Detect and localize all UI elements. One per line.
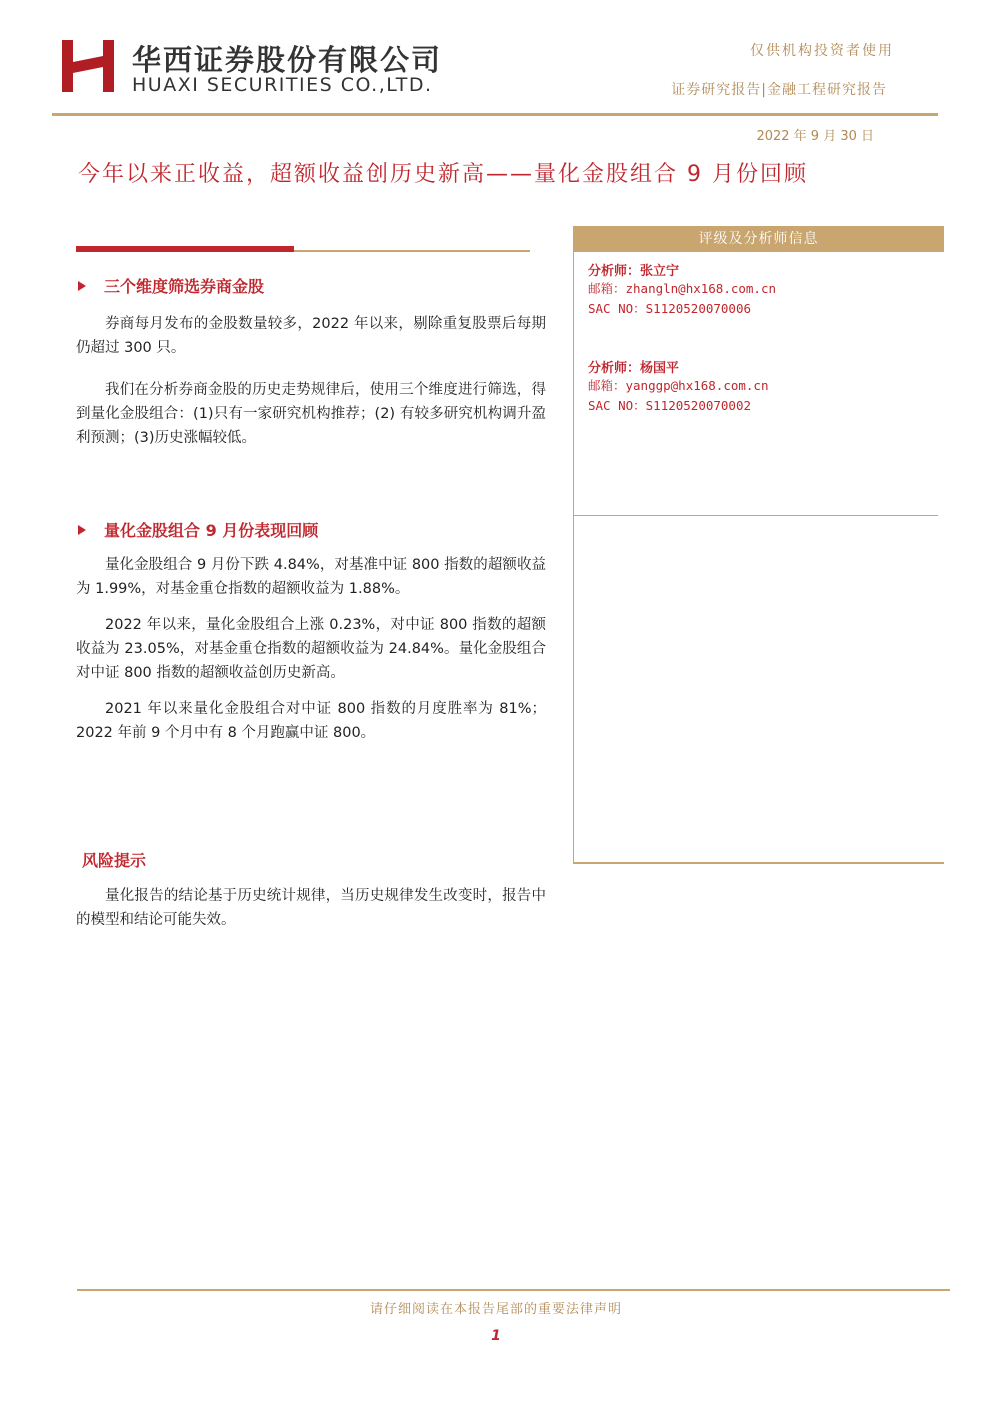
triangle-bullet-icon: [78, 525, 86, 535]
risk-body: [76, 884, 546, 932]
section-heading-screening: 三个维度筛选券商金股: [78, 274, 264, 297]
analyst-panel-bottom: [573, 862, 944, 864]
section-body-screening: [76, 312, 546, 450]
paragraph: 量化报告的结论基于历史统计规律，当历史规律发生改变时，报告中的模型和结论可能失效。: [76, 888, 546, 928]
analyst-panel: [573, 226, 944, 864]
paragraph: 2021 年以来量化金股组合对中证 800 指数的月度胜率为 81%；2022 年前 9 个月中有 8 个月跑赢中证 800。: [76, 701, 546, 741]
analyst-email[interactable]: 邮箱：zhangln@hx168.com.cn: [588, 281, 777, 296]
analyst-panel-divider: [573, 515, 938, 516]
company-name-en: HUAXI SECURITIES CO.,LTD.: [132, 74, 433, 96]
section-bar-gold: [294, 250, 530, 252]
header-divider: [52, 113, 938, 116]
analyst-email[interactable]: 邮箱：yanggp@hx168.com.cn: [588, 378, 769, 393]
company-logo-icon: [58, 36, 118, 96]
page-number: 1: [491, 1328, 501, 1344]
report-date: 2022 年 9 月 30 日: [756, 129, 874, 144]
analyst-name: 分析师：张立宁: [588, 264, 680, 279]
analyst-name: 分析师：杨国平: [588, 361, 680, 376]
audience-note: 仅供机构投资者使用: [750, 43, 894, 59]
section-heading-performance: 量化金股组合 9 月份表现回顾: [78, 518, 318, 541]
analyst-sac: SAC NO：S1120520070006: [588, 301, 752, 316]
report-title: 今年以来正收益，超额收益创历史新高——量化金股组合 9 月份回顾: [78, 162, 808, 187]
analyst-panel-heading: 评级及分析师信息: [573, 226, 944, 252]
risk-heading: 风险提示: [82, 851, 147, 870]
footer-divider: [77, 1289, 950, 1291]
section-bar-red: [76, 246, 294, 252]
legal-disclaimer-link[interactable]: 请仔细阅读在本报告尾部的重要法律声明: [369, 1302, 622, 1317]
analyst-sac: SAC NO：S1120520070002: [588, 398, 752, 413]
paragraph: 2022 年以来，量化金股组合上涨 0.23%，对中证 800 指数的超额收益为 23.05%，对基金重仓指数的超额收益为 24.84%。量化金股组合对中证 800 指数的超额收益创历史新高。: [76, 617, 546, 681]
paragraph: 券商每月发布的金股数量较多，2022 年以来，剔除重复股票后每期仍超过 300 只。: [76, 316, 546, 356]
company-name-cn: 华西证券股份有限公司: [132, 43, 443, 77]
report-type: 证券研究报告|金融工程研究报告: [671, 82, 887, 98]
section-body-performance: [76, 553, 546, 745]
paragraph: 量化金股组合 9 月份下跌 4.84%，对基准中证 800 指数的超额收益为 1.99%，对基金重仓指数的超额收益为 1.88%。: [76, 557, 546, 597]
paragraph: 我们在分析券商金股的历史走势规律后，使用三个维度进行筛选，得到量化金股组合：(1)只有一家研究机构推荐；(2) 有较多研究机构调升盈利预测；(3)历史涨幅较低。: [76, 382, 546, 446]
triangle-bullet-icon: [78, 281, 86, 291]
